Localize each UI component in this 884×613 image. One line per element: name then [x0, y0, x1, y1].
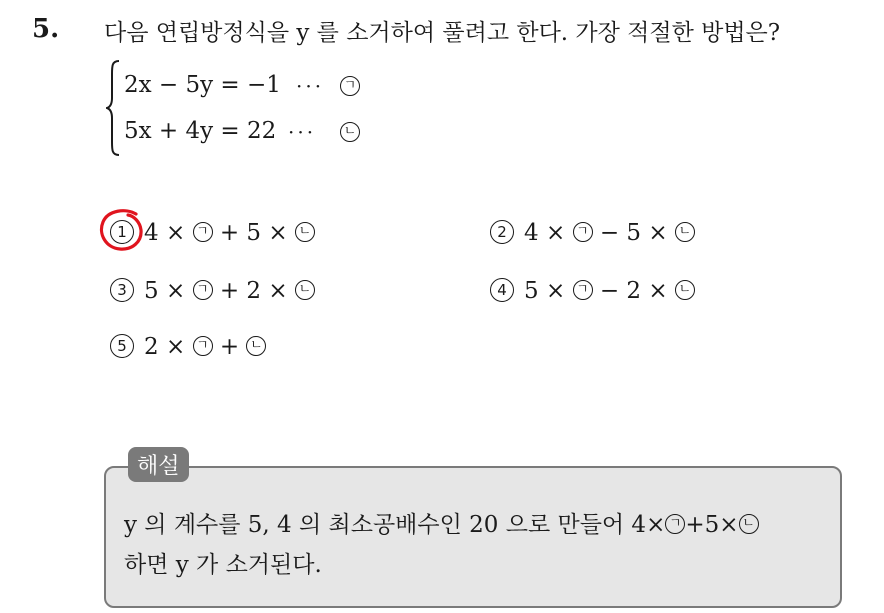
equation-2: 5x + 4y = 22: [124, 118, 277, 144]
mark-2: ㄴ: [246, 336, 266, 356]
question-number: 5.: [32, 14, 60, 44]
equation-1-label: ㄱ: [340, 76, 360, 96]
choice-3[interactable]: [110, 278, 315, 304]
mark-2: ㄴ: [675, 222, 695, 242]
explanation-text: +5×: [685, 512, 739, 538]
choice-text: 4 ×: [524, 220, 573, 246]
system-brace: [106, 60, 120, 156]
choice-text: +: [212, 334, 247, 360]
mark-1: ㄱ: [193, 336, 213, 356]
mark-2: ㄴ: [739, 514, 759, 534]
mark-1: ㄱ: [193, 222, 213, 242]
choice-2[interactable]: [490, 220, 695, 246]
choice-text: 4 ×: [144, 220, 193, 246]
equation-2-label: ㄴ: [340, 122, 360, 142]
explanation-label: 해설: [128, 447, 189, 482]
mark-2: ㄴ: [295, 222, 315, 242]
mark-1: ㄱ: [665, 514, 685, 534]
choice-number: 3: [110, 278, 134, 302]
mark-1: ㄱ: [573, 222, 593, 242]
choice-text: − 2 ×: [592, 278, 675, 304]
answer-circle-mark: [96, 206, 152, 256]
choice-text: + 5 ×: [212, 220, 295, 246]
choice-text: 5 ×: [144, 278, 193, 304]
equation-1: 2x − 5y = −1: [124, 72, 281, 98]
explanation-line-2: 하면 y 가 소거된다.: [124, 552, 322, 578]
choice-text: + 2 ×: [212, 278, 295, 304]
choice-number: 2: [490, 220, 514, 244]
equation-1-dots: ···: [296, 74, 325, 98]
choice-number: 4: [490, 278, 514, 302]
mark-1: ㄱ: [573, 280, 593, 300]
choice-number: 5: [110, 334, 134, 358]
choice-4[interactable]: [490, 278, 695, 304]
question-text: 다음 연립방정식을 y 를 소거하여 풀려고 한다. 가장 적절한 방법은?: [104, 20, 781, 46]
choice-text: 5 ×: [524, 278, 573, 304]
choice-text: 2 ×: [144, 334, 193, 360]
explanation-line-1: [124, 506, 759, 539]
choice-5[interactable]: [110, 334, 266, 360]
mark-2: ㄴ: [295, 280, 315, 300]
explanation-text: y 의 계수를 5, 4 의 최소공배수인 20 으로 만들어 4×: [124, 512, 666, 538]
choice-text: − 5 ×: [592, 220, 675, 246]
answer-circle-stroke: [102, 211, 142, 249]
mark-2: ㄴ: [675, 280, 695, 300]
choice-number: 1: [110, 220, 134, 244]
mark-1: ㄱ: [193, 280, 213, 300]
equation-2-dots: ···: [288, 120, 317, 144]
